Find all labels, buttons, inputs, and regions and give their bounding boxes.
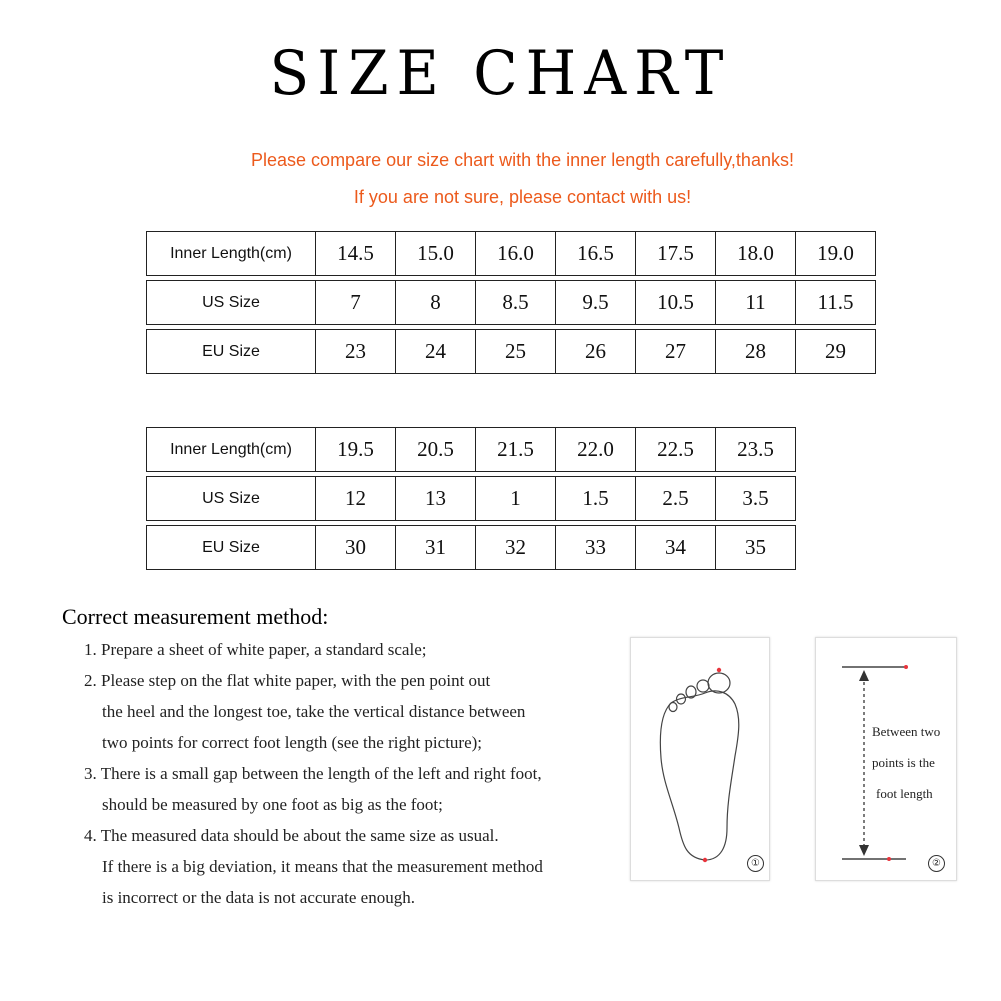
table-cell: 20.5 <box>395 427 475 472</box>
method-step-line: 3. There is a small gap between the length of the left and right foot, <box>84 764 542 783</box>
toe-marker-dot <box>717 668 721 672</box>
table-cell: 22.5 <box>635 427 715 472</box>
table-cell: 11 <box>715 280 795 325</box>
method-step-line: 4. The measured data should be about the same size as usual. <box>84 826 499 845</box>
between-points-caption: Between two points is the foot length <box>872 724 941 801</box>
method-step-line: two points for correct foot length (see the right picture); <box>102 733 483 752</box>
table-cell: 7 <box>315 280 395 325</box>
table-row <box>146 427 796 472</box>
table-cell: 14.5 <box>315 231 395 276</box>
table-cell: 28 <box>715 329 795 374</box>
notice-compare: Please compare our size chart with the inner length carefully,thanks! <box>251 150 794 170</box>
table-cell: 3.5 <box>715 476 796 521</box>
table-cell: 24 <box>395 329 475 374</box>
row-label: Inner Length(cm) <box>146 231 315 276</box>
row-label: US Size <box>146 476 315 521</box>
table-row <box>146 476 796 521</box>
table-cell: 32 <box>475 525 555 570</box>
method-title: Correct measurement method: <box>62 604 329 629</box>
table-cell: 8 <box>395 280 475 325</box>
table-cell: 29 <box>795 329 876 374</box>
table-cell: 21.5 <box>475 427 555 472</box>
table-cell: 23 <box>315 329 395 374</box>
table-row <box>146 329 876 374</box>
figure-number-2: ② <box>928 855 945 872</box>
table-cell: 17.5 <box>635 231 715 276</box>
table-cell: 11.5 <box>795 280 876 325</box>
table-cell: 25 <box>475 329 555 374</box>
row-label: US Size <box>146 280 315 325</box>
row-label: EU Size <box>146 525 315 570</box>
row-label: Inner Length(cm) <box>146 427 315 472</box>
size-table-2 <box>146 423 796 574</box>
table-cell: 15.0 <box>395 231 475 276</box>
table-cell: 13 <box>395 476 475 521</box>
foot-figure-panel <box>630 637 770 881</box>
method-step-line: should be measured by one foot as big as the foot; <box>102 795 443 814</box>
measure-figure-panel <box>815 637 957 881</box>
table-row <box>146 525 796 570</box>
table-cell: 18.0 <box>715 231 795 276</box>
table-cell: 2.5 <box>635 476 715 521</box>
page-title: SIZE CHART <box>269 37 732 109</box>
method-step-line: the heel and the longest toe, take the vertical distance between <box>102 702 526 721</box>
table-cell: 1.5 <box>555 476 635 521</box>
method-step-line: 1. Prepare a sheet of white paper, a standard scale; <box>84 640 427 659</box>
table-cell: 10.5 <box>635 280 715 325</box>
table-cell: 34 <box>635 525 715 570</box>
heel-marker-dot <box>703 858 707 862</box>
table-cell: 19.5 <box>315 427 395 472</box>
table-cell: 9.5 <box>555 280 635 325</box>
row-label: EU Size <box>146 329 315 374</box>
table-cell: 33 <box>555 525 635 570</box>
table-cell: 27 <box>635 329 715 374</box>
method-steps <box>84 634 624 913</box>
table-row <box>146 231 876 276</box>
table-cell: 30 <box>315 525 395 570</box>
size-table-1 <box>146 227 876 378</box>
method-step-line: If there is a big deviation, it means that the measurement method <box>102 857 543 876</box>
table-cell: 16.5 <box>555 231 635 276</box>
table-cell: 19.0 <box>795 231 876 276</box>
table-cell: 31 <box>395 525 475 570</box>
table-cell: 22.0 <box>555 427 635 472</box>
foot-outline-icon <box>631 638 769 880</box>
table-cell: 8.5 <box>475 280 555 325</box>
method-step-line: 2. Please step on the flat white paper, with the pen point out <box>84 671 491 690</box>
table-cell: 16.0 <box>475 231 555 276</box>
table-row <box>146 280 876 325</box>
method-step-line: is incorrect or the data is not accurate enough. <box>102 888 415 907</box>
table-cell: 26 <box>555 329 635 374</box>
figure-number-1: ① <box>747 855 764 872</box>
table-cell: 12 <box>315 476 395 521</box>
table-cell: 1 <box>475 476 555 521</box>
table-cell: 35 <box>715 525 796 570</box>
notice-contact: If you are not sure, please contact with us! <box>353 187 692 207</box>
table-cell: 23.5 <box>715 427 796 472</box>
